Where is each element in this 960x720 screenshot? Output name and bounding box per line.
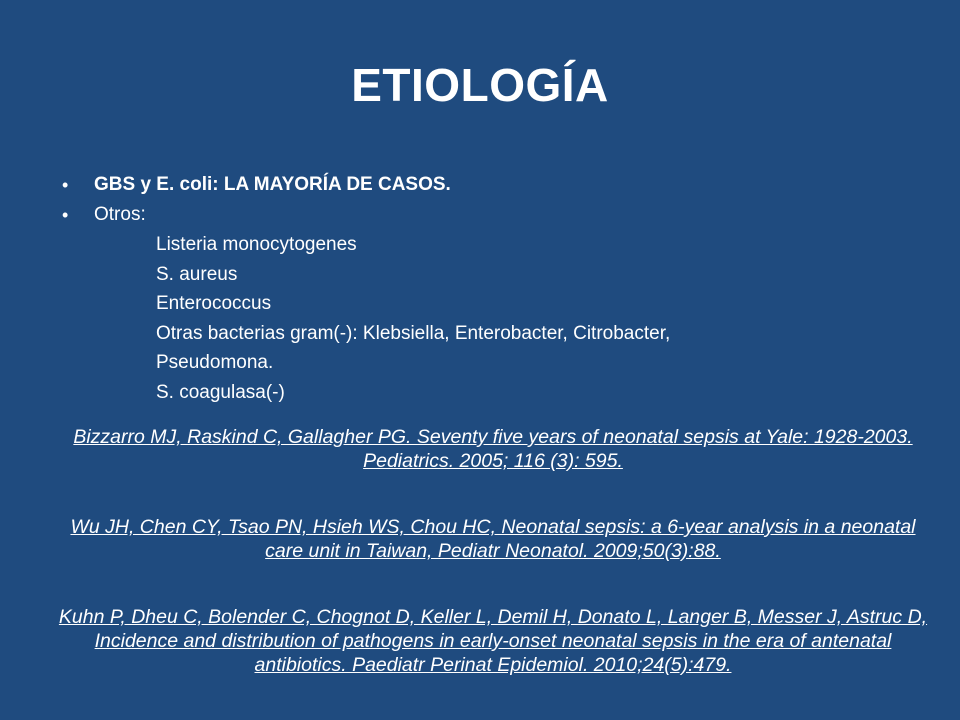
subitem-pseudomona: Pseudomona. <box>156 352 274 373</box>
reference-link-wu[interactable]: Wu JH, Chen CY, Tsao PN, Hsieh WS, Chou HC, Neonatal sepsis: a 6-year analysis in a neonatal care unit in Taiwan, Pediatr Neonatol. 2009;50(3):88. <box>70 516 916 562</box>
slide-title: ETIOLOGÍA <box>351 59 609 111</box>
references-section <box>58 425 928 677</box>
bullet-item-others <box>62 200 922 407</box>
bullet-text-others: Otros: <box>94 204 146 225</box>
bullet-text-main-causes: GBS y E. coli: LA MAYORÍA DE CASOS. <box>94 174 451 195</box>
subitem-listeria: Listeria monocytogenes <box>156 234 357 255</box>
bullet-point-icon: • <box>62 205 69 225</box>
subitem-s-coagulasa: S. coagulasa(-) <box>156 381 285 403</box>
reference-link-kuhn[interactable]: Kuhn P, Dheu C, Bolender C, Chognot D, Keller L, Demil H, Donato L, Langer B, Messer J, Astruc D, Incidence and distribution of pathogens in early-onset neonatal sepsis in the era of antenatal antibiotics. Paediatr Perinat Epidemiol. 2010;24(5):479. <box>58 606 928 676</box>
bullet-point-icon: • <box>62 175 69 195</box>
bullet-list <box>62 170 922 407</box>
bullet-item-main-causes <box>62 170 922 200</box>
subitem-s-aureus: S. aureus <box>156 263 238 285</box>
others-subitem-list <box>94 230 922 407</box>
subitem-gram-negative: Otras bacterias gram(-): Klebsiella, Enterobacter, Citrobacter, <box>156 322 671 344</box>
subitem-enterococcus: Enterococcus <box>156 293 272 314</box>
reference-link-bizzarro[interactable]: Bizzarro MJ, Raskind C, Gallagher PG. Seventy five years of neonatal sepsis at Yale: 1928-2003. Pediatrics. 2005; 116 (3): 595. <box>73 426 913 472</box>
